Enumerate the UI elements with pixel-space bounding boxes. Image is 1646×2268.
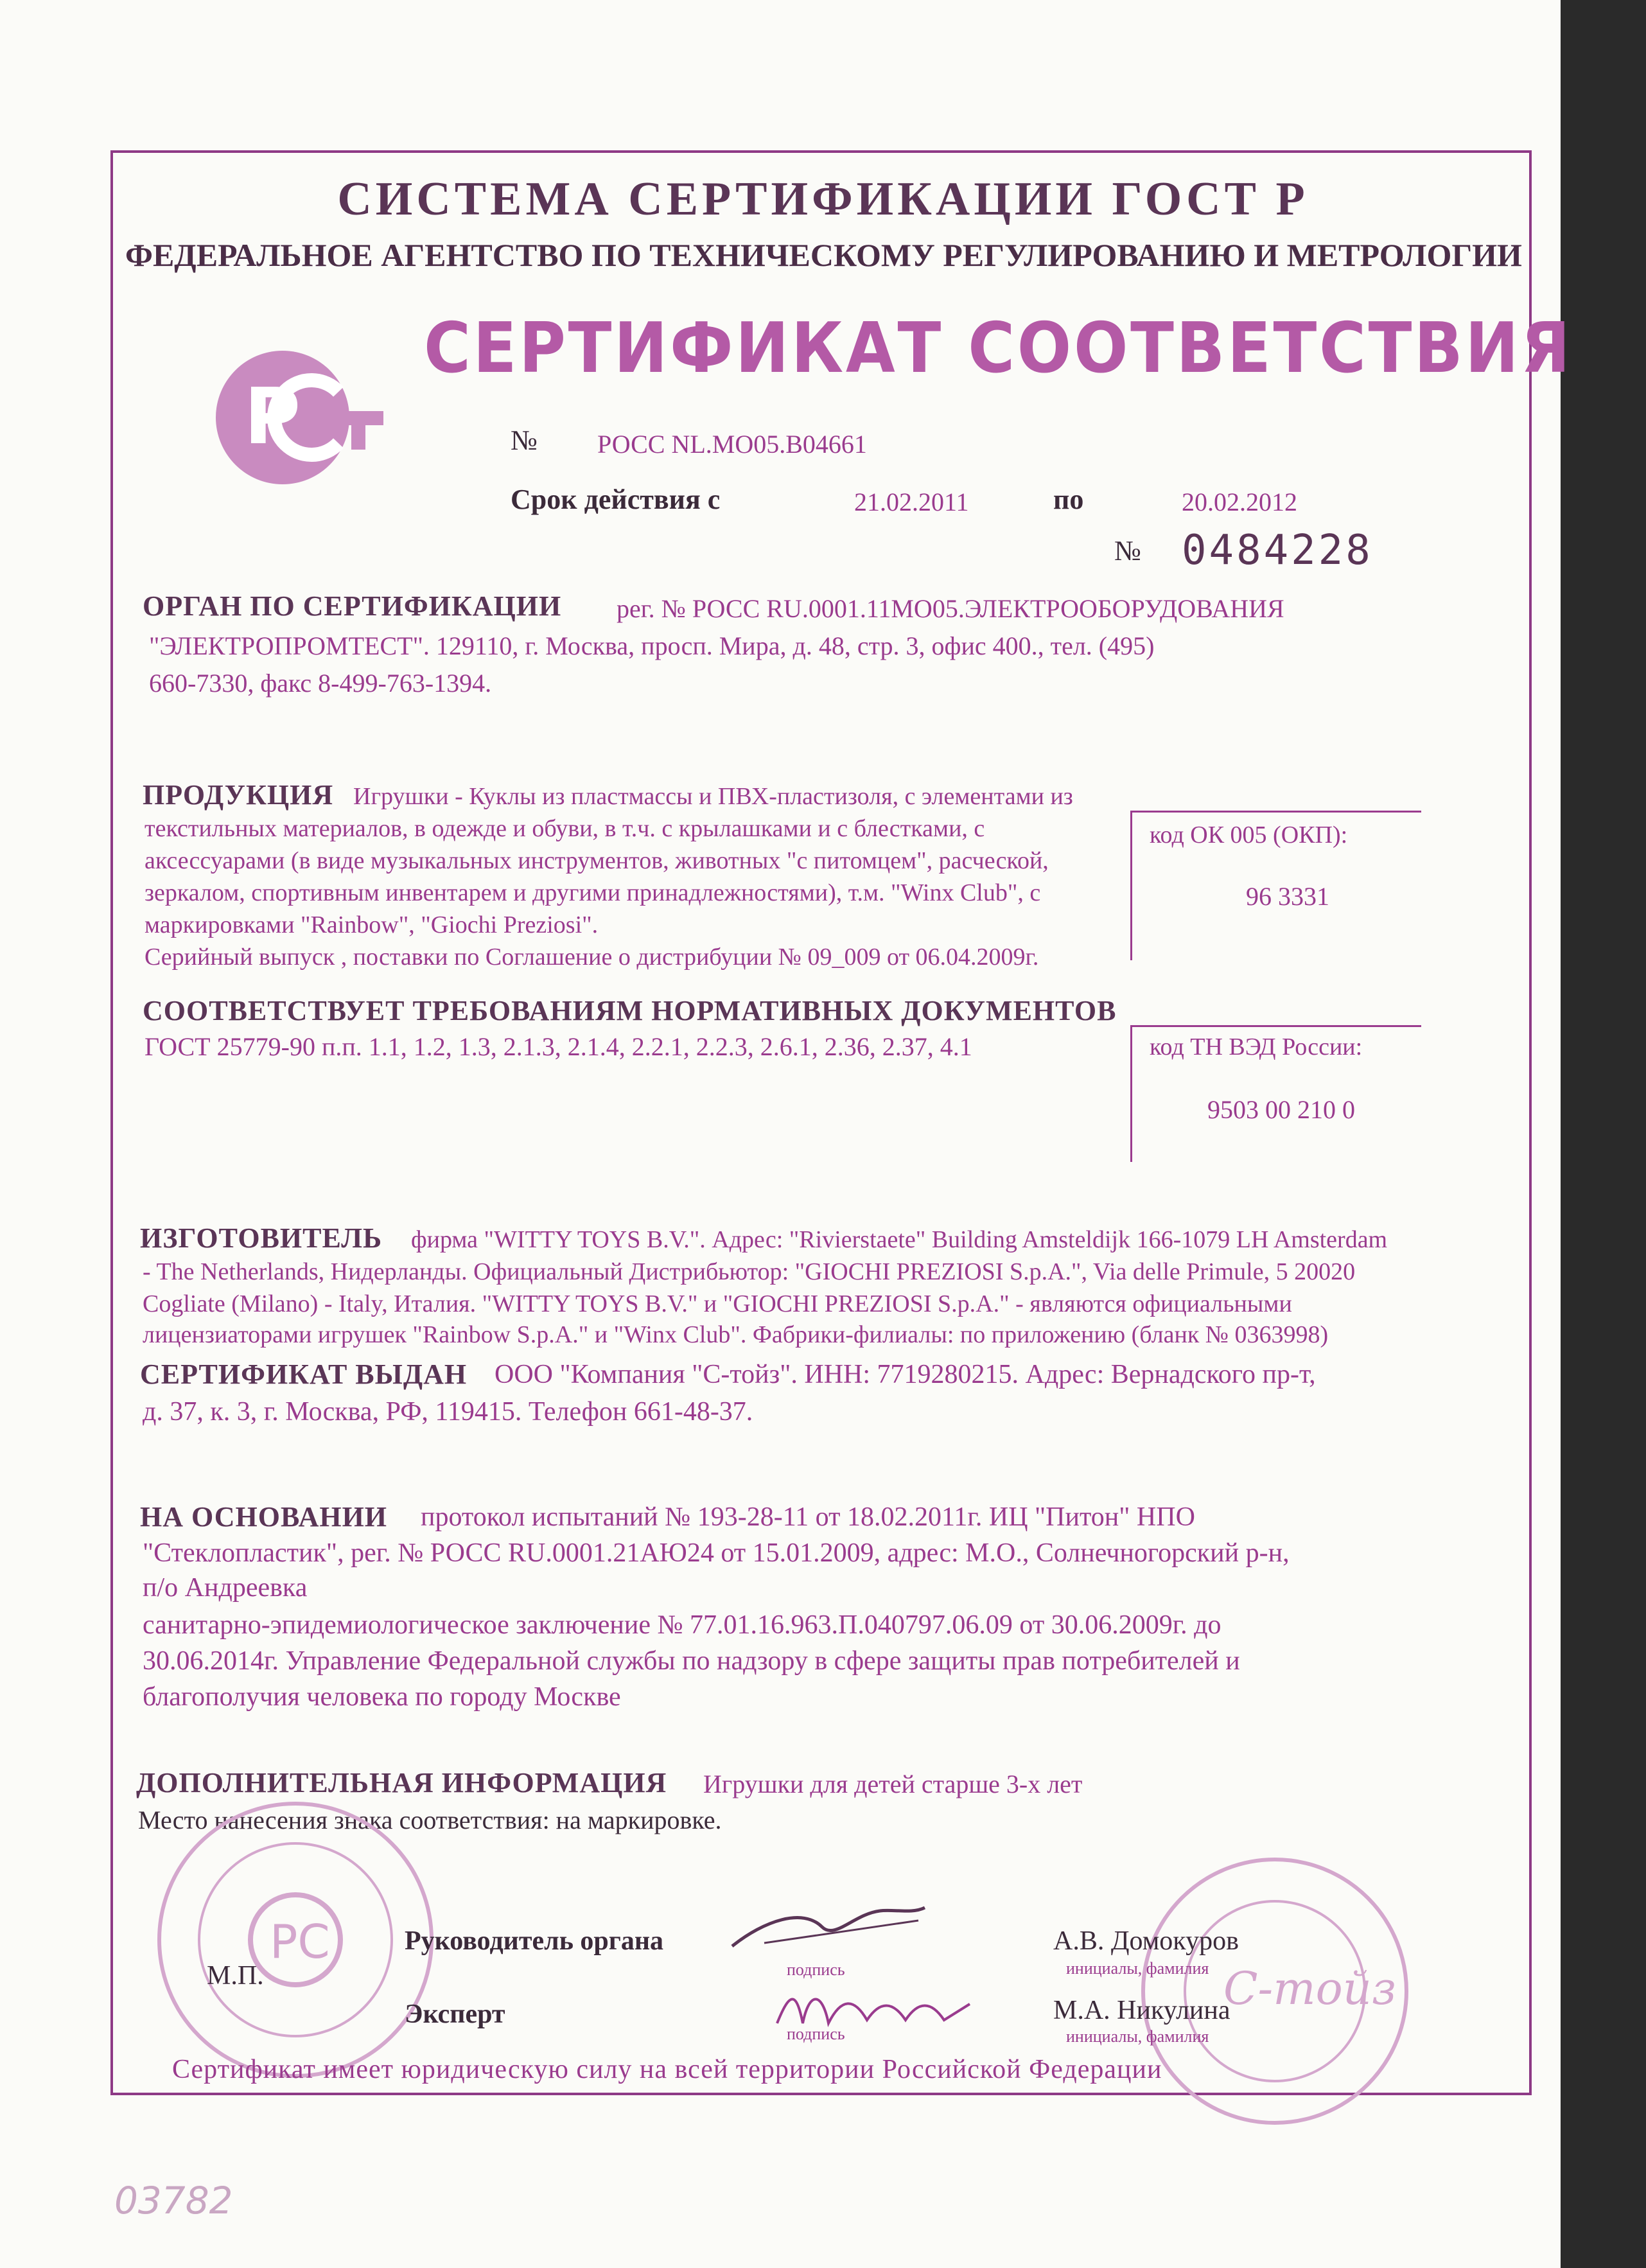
gost-r-logo-icon <box>207 347 393 488</box>
product-line-6: Серийный выпуск , поставки по Соглашение о дистрибуции № 09_009 от 06.04.2009г. <box>144 944 1039 971</box>
additional-line-1: Игрушки для детей старше 3-х лет <box>703 1770 1083 1798</box>
product-label: ПРОДУКЦИЯ <box>143 779 334 811</box>
number-sign: № <box>511 425 538 456</box>
basis-line-3: п/о Андреевка <box>143 1573 308 1603</box>
product-line-3: аксессуарами (в виде музыкальных инструментов, животных "с питомцем", расческой, <box>144 847 1049 874</box>
product-line-2: текстильных материалов, в одежде и обуви, в т.ч. с крылашками и с блестками, с <box>144 815 985 842</box>
tnved-label: код ТН ВЭД России: <box>1150 1033 1363 1060</box>
basis-line-5: 30.06.2014г. Управление Федеральной службы по надзору в сфере защиты прав потребителей и <box>143 1646 1240 1676</box>
head-name: А.В. Домокуров <box>1053 1926 1239 1956</box>
product-line-4: зеркалом, спортивным инвентарем и другими принадлежностями), т.м. "Winx Club", с <box>144 879 1041 906</box>
manufacturer-line-1: фирма "WITTY TOYS B.V.". Адрес: "Rivierstaete" Building Amsteldijk 166-1079 LH Amsterdam <box>411 1226 1388 1253</box>
head-signature-icon <box>726 1895 931 1959</box>
basis-line-2: "Стеклопластик", рег. № РОСС RU.0001.21АЮ24 от 15.01.2009, адрес: М.О., Солнечногорский р-н, <box>143 1538 1290 1568</box>
company-stamp-icon <box>1134 1850 1416 2132</box>
svg-text:С-тойз: С-тойз <box>1223 1962 1396 2015</box>
product-line-1: Игрушки - Куклы из пластмассы и ПВХ-пластизоля, с элементами из <box>353 783 1073 810</box>
manufacturer-line-4: лицензиаторами игрушек "Rainbow S.p.A." и "Winx Club". Фабрики-филиалы: по приложению (бланк № 0363998) <box>143 1321 1329 1348</box>
basis-line-6: благополучия человека по городу Москве <box>143 1682 621 1712</box>
certification-body-stamp-icon <box>148 1792 443 2088</box>
svg-text:Р: Р <box>244 373 301 462</box>
expert-label: Эксперт <box>405 2000 505 2029</box>
system-heading: СИСТЕМА СЕРТИФИКАЦИИ ГОСТ Р <box>337 173 1309 225</box>
organ-label: ОРГАН ПО СЕРТИФИКАЦИИ <box>143 590 562 622</box>
scan-background-edge <box>1561 0 1646 2268</box>
validity-label: Срок действия с <box>511 484 721 515</box>
additional-line-2: Место нанесения знака соответствия: на маркировке. <box>138 1806 722 1834</box>
organ-line-3: 660-7330, факс 8-499-763-1394. <box>149 669 492 698</box>
valid-from: 21.02.2011 <box>854 488 969 516</box>
issued-label: СЕРТИФИКАТ ВЫДАН <box>140 1358 468 1390</box>
pencil-archive-number: 03782 <box>114 2179 233 2222</box>
issued-line-1: ООО "Компания "С-тойз". ИНН: 7719280215. Адрес: Вернадского пр-т, <box>495 1360 1316 1389</box>
manufacturer-line-3: Cogliate (Milano) - Italy, Италия. "WITTY TOYS B.V." и "GIOCHI PREZIOSI S.p.A." - являются официальными <box>143 1290 1292 1317</box>
expert-name: М.А. Никулина <box>1053 1996 1230 2025</box>
manufacturer-line-2: - The Netherlands, Нидерланды. Официальный Дистрибьютор: "GIOCHI PREZIOSI S.p.A.", Via delle Primule, 5 20020 <box>143 1258 1356 1285</box>
form-number-sign: № <box>1114 535 1141 567</box>
head-of-body-label: Руководитель органа <box>405 1926 664 1956</box>
expert-name-caption: инициалы, фамилия <box>1066 2027 1209 2046</box>
conformity-label: СООТВЕТСТВУЕТ ТРЕБОВАНИЯМ НОРМАТИВНЫХ ДОКУМЕНТОВ <box>143 995 1117 1026</box>
basis-line-1: протокол испытаний № 193-28-11 от 18.02.2011г. ИЦ "Питон" НПО <box>421 1502 1195 1532</box>
certificate-number: РОСС NL.МО05.В04661 <box>597 430 867 459</box>
seal-place-label: М.П. <box>207 1961 264 1991</box>
additional-label: ДОПОЛНИТЕЛЬНАЯ ИНФОРМАЦИЯ <box>136 1767 667 1798</box>
basis-label: НА ОСНОВАНИИ <box>140 1501 388 1533</box>
svg-text:РС: РС <box>270 1915 330 1969</box>
manufacturer-label: ИЗГОТОВИТЕЛЬ <box>140 1222 383 1254</box>
form-serial-number: 0484228 <box>1182 527 1373 574</box>
organ-line-2: "ЭЛЕКТРОПРОМТЕСТ". 129110, г. Москва, просп. Мира, д. 48, стр. 3, офис 400., тел. (495) <box>149 631 1155 660</box>
agency-heading: ФЕДЕРАЛЬНОЕ АГЕНТСТВО ПО ТЕХНИЧЕСКОМУ РЕГУЛИРОВАНИЮ И МЕТРОЛОГИИ <box>125 237 1522 273</box>
okp-label: код ОК 005 (ОКП): <box>1150 822 1348 848</box>
head-name-caption: инициалы, фамилия <box>1066 1959 1209 1978</box>
valid-to: 20.02.2012 <box>1182 488 1297 516</box>
head-signature-caption: подпись <box>787 1960 845 1979</box>
legal-force-note: Сертификат имеет юридическую силу на всей территории Российской Федерации <box>172 2055 1162 2084</box>
tnved-value: 9503 00 210 0 <box>1207 1095 1355 1124</box>
organ-line-1: рег. № РОСС RU.0001.11МО05.ЭЛЕКТРООБОРУДОВАНИЯ <box>617 594 1284 623</box>
issued-line-2: д. 37, к. 3, г. Москва, РФ, 119415. Телефон 661-48-37. <box>143 1397 753 1427</box>
expert-signature-caption: подпись <box>787 2025 845 2043</box>
product-line-5: маркировками "Rainbow", "Giochi Preziosi". <box>144 911 599 938</box>
conformity-line-1: ГОСТ 25779-90 п.п. 1.1, 1.2, 1.3, 2.1.3, 2.1.4, 2.2.1, 2.2.3, 2.6.1, 2.36, 2.37, 4.1 <box>144 1032 972 1061</box>
okp-value: 96 3331 <box>1246 882 1329 911</box>
to-label: по <box>1053 484 1084 515</box>
basis-line-4: санитарно-эпидемиологическое заключение № 77.01.16.963.П.040797.06.09 от 30.06.2009г. до <box>143 1610 1221 1640</box>
certificate-title: СЕРТИФИКАТ СООТВЕТСТВИЯ <box>424 308 1573 389</box>
